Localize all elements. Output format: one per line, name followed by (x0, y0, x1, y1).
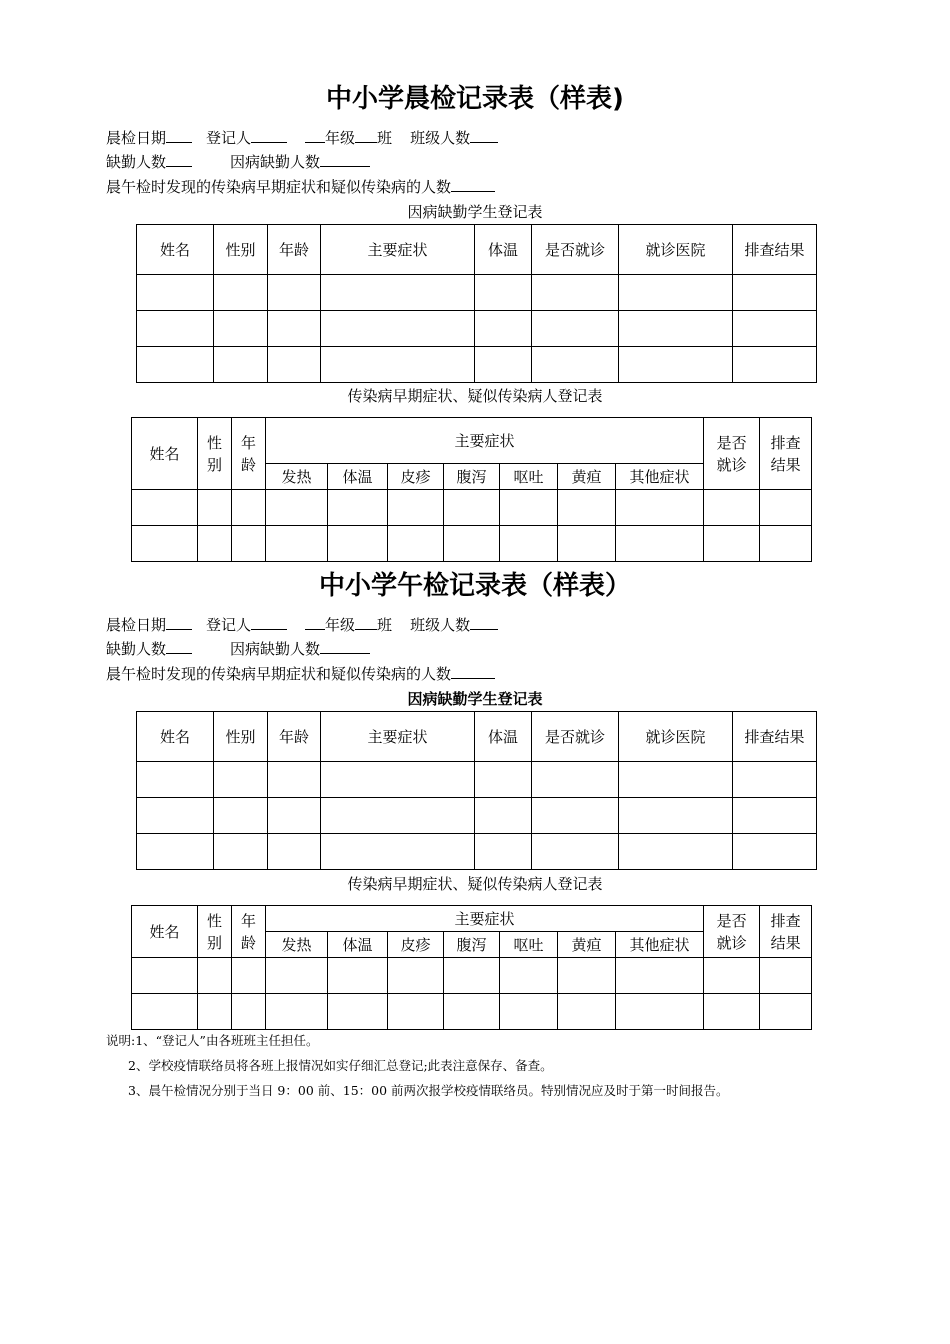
grade-blank[interactable] (305, 127, 325, 143)
header-age: 年龄 (232, 418, 266, 490)
table-cell[interactable] (198, 526, 232, 562)
table-cell[interactable] (268, 275, 321, 311)
header-vomiting: 呕吐 (500, 464, 558, 490)
table-cell[interactable] (733, 311, 817, 347)
absent-blank[interactable] (166, 151, 192, 167)
header-visited: 是否就诊 (704, 906, 760, 958)
table-cell[interactable] (266, 526, 328, 562)
table-cell[interactable] (733, 762, 817, 798)
table-cell[interactable] (444, 490, 500, 526)
table-row (132, 958, 812, 994)
grade-label: 年级 (325, 616, 356, 634)
header-name: 姓名 (137, 712, 214, 762)
header-temperature: 体温 (328, 464, 388, 490)
table-cell[interactable] (475, 798, 532, 834)
header-gender: 性别 (198, 906, 232, 958)
table-cell[interactable] (268, 311, 321, 347)
date-label: 晨检日期 (106, 616, 167, 634)
table-cell[interactable] (214, 834, 268, 870)
noon-infectious-table (131, 905, 812, 1030)
header-name: 姓名 (132, 906, 198, 958)
table-cell[interactable] (733, 798, 817, 834)
table-row (137, 798, 817, 834)
table-cell[interactable] (268, 762, 321, 798)
infectious-count-label: 晨午检时发现的传染病早期症状和疑似传染病的人数 (106, 178, 452, 196)
noon-table1-caption: 因病缺勤学生登记表 (407, 690, 543, 708)
table-cell[interactable] (232, 490, 266, 526)
morning-infectious-table (131, 417, 812, 562)
table-cell[interactable] (616, 526, 704, 562)
note-1: 说明:1、“登记人”由各班班主任担任。 (106, 1033, 319, 1048)
table-row (137, 762, 817, 798)
header-other-symptoms: 其他症状 (616, 932, 704, 958)
header-jaundice: 黄疸 (558, 932, 616, 958)
table-header-row (132, 418, 812, 464)
header-rash: 皮疹 (388, 932, 444, 958)
table-cell[interactable] (475, 762, 532, 798)
table-cell[interactable] (619, 762, 733, 798)
table-cell[interactable] (500, 958, 558, 994)
table-cell[interactable] (132, 994, 198, 1030)
header-visited: 是否就诊 (704, 418, 760, 490)
morning-info-line-3 (106, 176, 495, 197)
table-cell[interactable] (268, 834, 321, 870)
morning-table1-caption: 因病缺勤学生登记表 (407, 203, 543, 221)
table-cell[interactable] (616, 994, 704, 1030)
table-cell[interactable] (619, 275, 733, 311)
table-cell[interactable] (132, 490, 198, 526)
table-cell[interactable] (558, 958, 616, 994)
table-cell[interactable] (444, 994, 500, 1030)
table-cell[interactable] (232, 994, 266, 1030)
header-diarrhea: 腹泻 (444, 464, 500, 490)
table-cell[interactable] (444, 526, 500, 562)
absent-blank[interactable] (166, 638, 192, 654)
table-cell[interactable] (268, 347, 321, 383)
table-cell[interactable] (198, 490, 232, 526)
table-row (137, 347, 817, 383)
table-cell[interactable] (616, 490, 704, 526)
registrar-label: 登记人 (206, 616, 252, 634)
header-gender: 性别 (214, 225, 268, 275)
table-row (132, 994, 812, 1030)
table-cell[interactable] (321, 798, 475, 834)
table-cell[interactable] (328, 994, 388, 1030)
table-cell[interactable] (214, 311, 268, 347)
grade-label: 年级 (325, 129, 356, 147)
morning-sick-absence-table (136, 224, 817, 383)
table-cell[interactable] (760, 526, 812, 562)
table-cell[interactable] (214, 347, 268, 383)
class-blank[interactable] (355, 614, 377, 630)
table-cell[interactable] (619, 798, 733, 834)
table-cell[interactable] (532, 311, 619, 347)
table-cell[interactable] (760, 994, 812, 1030)
header-hospital: 就诊医院 (619, 712, 733, 762)
morning-table2-caption: 传染病早期症状、疑似传染病人登记表 (347, 387, 603, 405)
class-count-label: 班级人数 (410, 616, 471, 634)
table-cell[interactable] (321, 762, 475, 798)
noon-info-line-3 (106, 663, 495, 684)
header-fever: 发热 (266, 464, 328, 490)
table-cell[interactable] (760, 490, 812, 526)
table-cell[interactable] (268, 798, 321, 834)
registrar-blank[interactable] (251, 614, 287, 630)
noon-info-line-1 (106, 614, 498, 635)
table-cell[interactable] (704, 526, 760, 562)
table-cell[interactable] (532, 834, 619, 870)
absent-label: 缺勤人数 (106, 153, 167, 171)
date-blank[interactable] (166, 614, 192, 630)
header-result: 排查结果 (733, 225, 817, 275)
table-cell[interactable] (232, 958, 266, 994)
header-main-symptoms: 主要症状 (321, 712, 475, 762)
table-cell[interactable] (760, 958, 812, 994)
table-cell[interactable] (137, 311, 214, 347)
header-main-symptoms: 主要症状 (266, 906, 704, 932)
table-cell[interactable] (328, 526, 388, 562)
grade-blank[interactable] (305, 614, 325, 630)
table-cell[interactable] (132, 526, 198, 562)
header-main-symptoms: 主要症状 (321, 225, 475, 275)
header-temperature: 体温 (475, 712, 532, 762)
header-result: 排查结果 (760, 418, 812, 490)
class-label: 班 (377, 616, 393, 634)
table-cell[interactable] (266, 490, 328, 526)
table-cell[interactable] (388, 490, 444, 526)
table-cell[interactable] (214, 275, 268, 311)
table-header-row (137, 712, 817, 762)
noon-title: 中小学午检记录表（样表） (318, 571, 631, 601)
table-cell[interactable] (137, 834, 214, 870)
table-cell[interactable] (388, 958, 444, 994)
class-count-label: 班级人数 (410, 129, 471, 147)
header-visited: 是否就诊 (532, 225, 619, 275)
date-label: 晨检日期 (106, 129, 167, 147)
header-temperature: 体温 (475, 225, 532, 275)
table-cell[interactable] (321, 834, 475, 870)
registrar-blank[interactable] (251, 127, 287, 143)
table-cell[interactable] (500, 490, 558, 526)
table-cell[interactable] (733, 275, 817, 311)
class-count-blank[interactable] (470, 127, 498, 143)
table-cell[interactable] (619, 347, 733, 383)
header-gender: 性别 (198, 418, 232, 490)
table-cell[interactable] (532, 275, 619, 311)
table-cell[interactable] (475, 275, 532, 311)
header-jaundice: 黄疸 (558, 464, 616, 490)
table-cell[interactable] (704, 994, 760, 1030)
header-result: 排查结果 (760, 906, 812, 958)
morning-info-line-1 (106, 127, 498, 148)
registrar-label: 登记人 (206, 129, 252, 147)
class-blank[interactable] (355, 127, 377, 143)
table-cell[interactable] (198, 958, 232, 994)
table-cell[interactable] (619, 311, 733, 347)
date-blank[interactable] (166, 127, 192, 143)
morning-info-line-2 (106, 151, 370, 172)
table-cell[interactable] (137, 762, 214, 798)
table-cell[interactable] (500, 994, 558, 1030)
table-row (137, 834, 817, 870)
table-cell[interactable] (132, 958, 198, 994)
infectious-count-blank[interactable] (451, 176, 495, 192)
sick-absent-blank[interactable] (320, 638, 370, 654)
table-cell[interactable] (321, 311, 475, 347)
noon-sick-absence-table (136, 711, 817, 870)
table-cell[interactable] (328, 490, 388, 526)
sick-absent-label: 因病缺勤人数 (230, 153, 321, 171)
table-cell[interactable] (475, 311, 532, 347)
note-3: 3、晨午检情况分别于当日 9：00 前、15：00 前两次报学校疫情联络员。特别情况应及时于第一时间报告。 (128, 1083, 729, 1098)
infectious-count-blank[interactable] (451, 663, 495, 679)
table-cell[interactable] (137, 347, 214, 383)
header-diarrhea: 腹泻 (444, 932, 500, 958)
table-cell[interactable] (198, 994, 232, 1030)
table-cell[interactable] (214, 762, 268, 798)
table-cell[interactable] (532, 347, 619, 383)
header-age: 年龄 (268, 712, 321, 762)
table-header-row (137, 225, 817, 275)
table-cell[interactable] (500, 526, 558, 562)
table-cell[interactable] (328, 958, 388, 994)
header-fever: 发热 (266, 932, 328, 958)
table-cell[interactable] (733, 347, 817, 383)
table-cell[interactable] (704, 958, 760, 994)
sick-absent-blank[interactable] (320, 151, 370, 167)
header-age: 年龄 (268, 225, 321, 275)
header-hospital: 就诊医院 (619, 225, 733, 275)
class-count-blank[interactable] (470, 614, 498, 630)
noon-table2-caption: 传染病早期症状、疑似传染病人登记表 (347, 875, 603, 893)
table-cell[interactable] (704, 490, 760, 526)
sick-absent-label: 因病缺勤人数 (230, 640, 321, 658)
table-cell[interactable] (266, 958, 328, 994)
table-cell[interactable] (266, 994, 328, 1030)
noon-info-line-2 (106, 638, 370, 659)
table-row (132, 490, 812, 526)
morning-title: 中小学晨检记录表（样表) (326, 84, 624, 114)
table-cell[interactable] (558, 490, 616, 526)
table-cell[interactable] (232, 526, 266, 562)
table-row (137, 275, 817, 311)
header-name: 姓名 (132, 418, 198, 490)
header-vomiting: 呕吐 (500, 932, 558, 958)
table-cell[interactable] (388, 526, 444, 562)
class-label: 班 (377, 129, 393, 147)
header-main-symptoms: 主要症状 (266, 418, 704, 464)
header-name: 姓名 (137, 225, 214, 275)
table-row (132, 526, 812, 562)
table-cell[interactable] (444, 958, 500, 994)
table-cell[interactable] (558, 994, 616, 1030)
table-cell[interactable] (137, 798, 214, 834)
header-result: 排查结果 (733, 712, 817, 762)
header-temperature: 体温 (328, 932, 388, 958)
table-header-row (132, 906, 812, 932)
table-cell[interactable] (214, 798, 268, 834)
header-age: 年龄 (232, 906, 266, 958)
table-row (137, 311, 817, 347)
table-cell[interactable] (619, 834, 733, 870)
table-cell[interactable] (733, 834, 817, 870)
table-cell[interactable] (321, 347, 475, 383)
infectious-count-label: 晨午检时发现的传染病早期症状和疑似传染病的人数 (106, 665, 452, 683)
table-cell[interactable] (475, 347, 532, 383)
header-gender: 性别 (214, 712, 268, 762)
header-rash: 皮疹 (388, 464, 444, 490)
table-cell[interactable] (475, 834, 532, 870)
header-visited: 是否就诊 (532, 712, 619, 762)
table-cell[interactable] (137, 275, 214, 311)
table-cell[interactable] (558, 526, 616, 562)
table-cell[interactable] (321, 275, 475, 311)
table-cell[interactable] (532, 762, 619, 798)
table-cell[interactable] (388, 994, 444, 1030)
note-2: 2、学校疫情联络员将各班上报情况如实仔细汇总登记;此表注意保存、备查。 (128, 1058, 553, 1073)
table-cell[interactable] (532, 798, 619, 834)
table-cell[interactable] (616, 958, 704, 994)
header-other-symptoms: 其他症状 (616, 464, 704, 490)
absent-label: 缺勤人数 (106, 640, 167, 658)
